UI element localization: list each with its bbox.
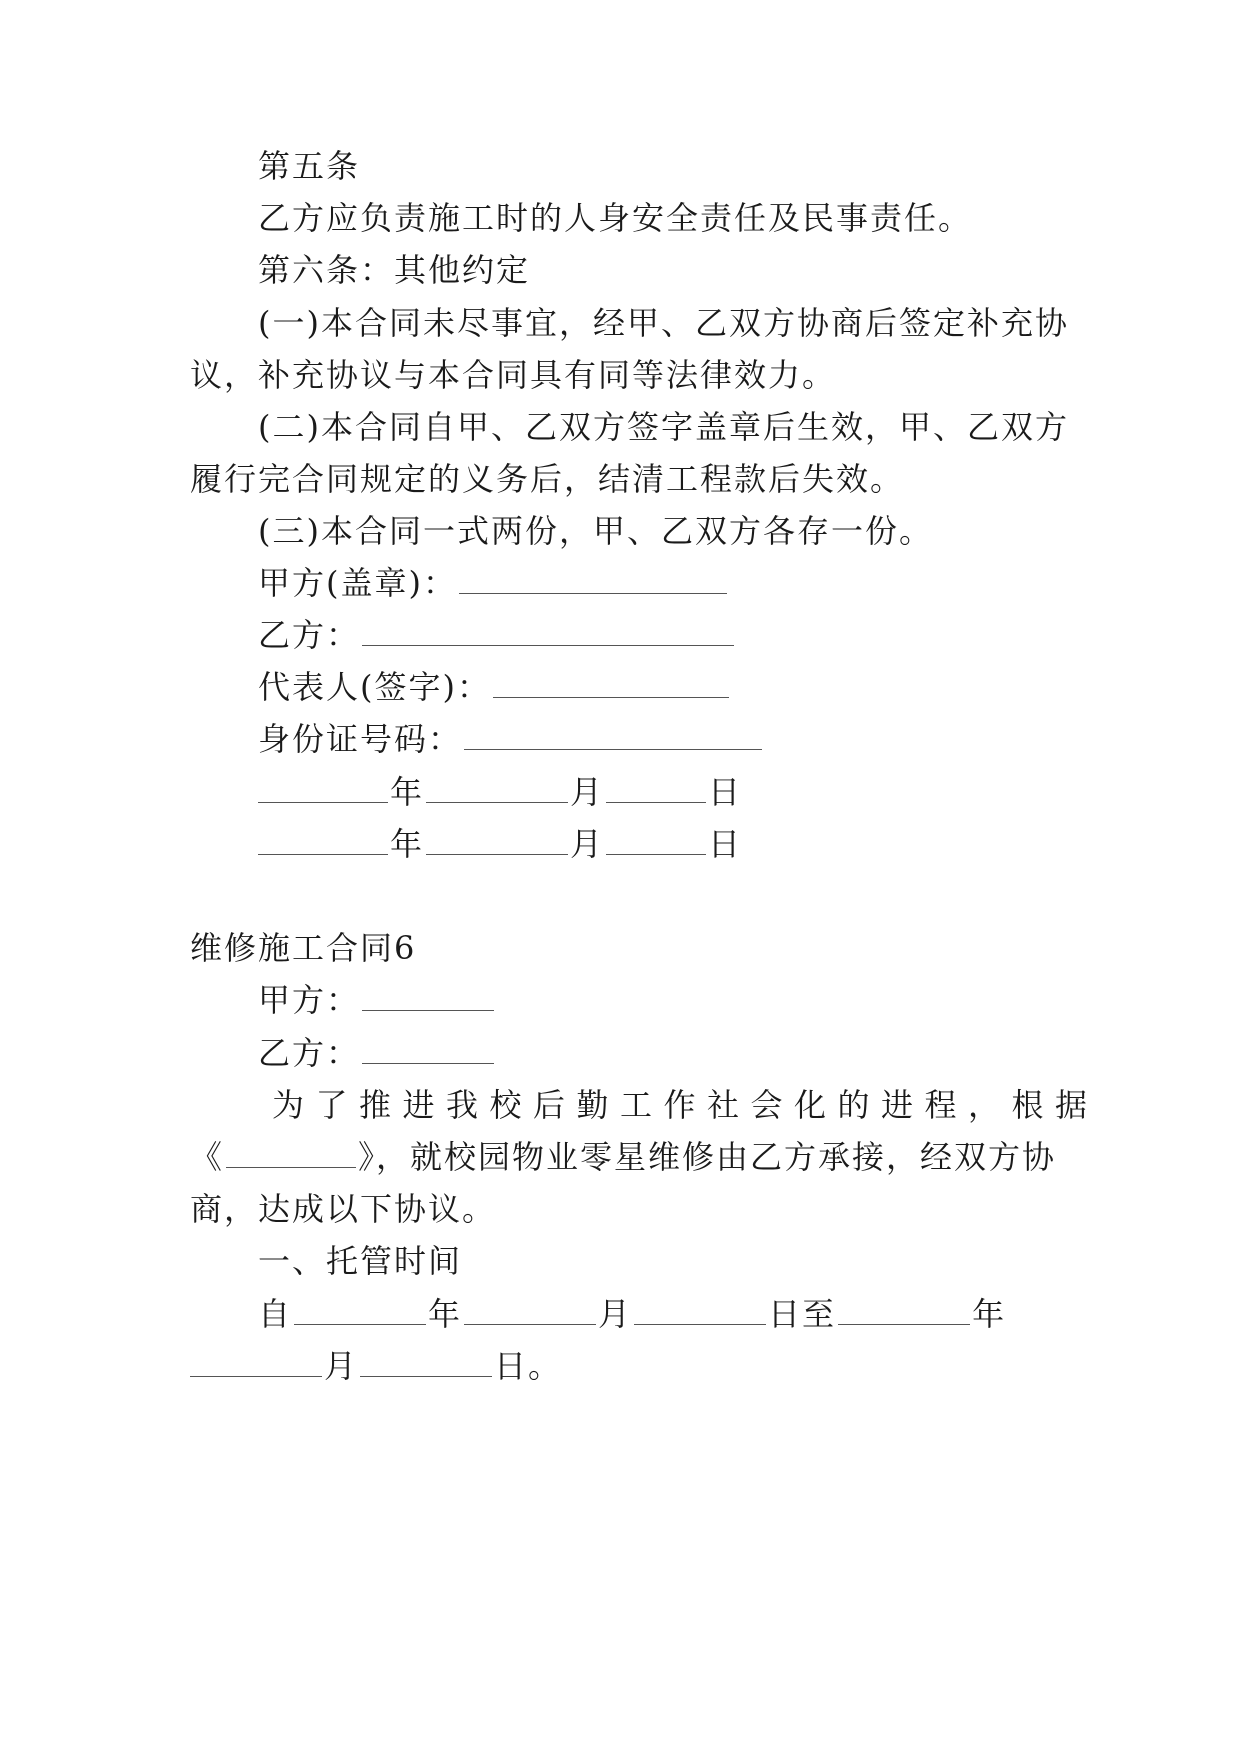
- period-row-2: [190, 1346, 1050, 1386]
- date1-day-blank[interactable]: [606, 776, 706, 803]
- representative-blank[interactable]: [493, 671, 729, 698]
- contract6-party-a-row: [258, 980, 1050, 1020]
- representative-row: [258, 667, 1050, 707]
- contract6-party-b-row: [258, 1033, 1050, 1073]
- section6-item2-line2: 履行完合同规定的义务后，结清工程款后失效。: [190, 460, 905, 498]
- contract6-party-b-blank[interactable]: [362, 1037, 494, 1064]
- date2-year-label: 年: [390, 825, 425, 863]
- period-end-month-blank[interactable]: [190, 1350, 322, 1377]
- period-start-month-label: 月: [598, 1295, 633, 1333]
- period-start-year-blank[interactable]: [294, 1298, 426, 1325]
- representative-label: 代表人(签字)：: [258, 668, 491, 706]
- contract6-party-a-blank[interactable]: [362, 984, 494, 1011]
- date1-year-label: 年: [390, 773, 425, 811]
- contract6-intro-line3: 商，达成以下协议。: [190, 1190, 497, 1228]
- section6-title: 第六条：其他约定: [258, 251, 531, 289]
- section6-item1-line1: (一)本合同未尽事宜，经甲、乙双方协商后签定补充协: [258, 304, 1069, 342]
- party-a-seal-label: 甲方(盖章)：: [258, 564, 457, 602]
- id-number-label: 身份证号码：: [258, 720, 463, 758]
- date1-month-blank[interactable]: [426, 776, 568, 803]
- period-end-month-label: 月: [324, 1347, 359, 1385]
- date1-year-blank[interactable]: [258, 776, 388, 803]
- date1-day-label: 日: [708, 773, 743, 811]
- date-row-2: [258, 824, 1050, 864]
- date1-month-label: 月: [570, 773, 605, 811]
- party-a-seal-row: [258, 563, 1050, 603]
- section6-item2-line1: (二)本合同自甲、乙双方签字盖章后生效，甲、乙双方: [258, 408, 1069, 446]
- section5-text: 乙方应负责施工时的人身安全责任及民事责任。: [258, 199, 973, 237]
- party-a-seal-blank[interactable]: [459, 567, 727, 594]
- period-start-year-label: 年: [428, 1295, 463, 1333]
- contract6-party-b-label: 乙方：: [258, 1034, 361, 1072]
- section5-title: 第五条: [258, 147, 361, 185]
- period-end-year-label: 年: [972, 1295, 1007, 1333]
- period-end-year-blank[interactable]: [838, 1298, 970, 1325]
- contract6-regulation-blank[interactable]: [226, 1141, 356, 1168]
- party-b-blank[interactable]: [362, 619, 734, 646]
- date2-month-label: 月: [570, 825, 605, 863]
- party-b-label: 乙方：: [258, 616, 361, 654]
- date2-day-label: 日: [708, 825, 743, 863]
- contract6-intro-line2-text: 》，就校园物业零星维修由乙方承接，经双方协: [358, 1138, 1057, 1176]
- period-start-month-blank[interactable]: [464, 1298, 596, 1325]
- id-number-row: [258, 719, 1050, 759]
- period-end-day-blank[interactable]: [360, 1350, 492, 1377]
- period-row-1: [258, 1294, 1050, 1334]
- contract6-intro-open-quote: 《: [190, 1138, 225, 1176]
- contract6-intro-line2: [190, 1137, 1057, 1177]
- period-from-label: 自: [258, 1295, 293, 1333]
- period-start-day-blank[interactable]: [634, 1298, 766, 1325]
- period-end-day-label: 日。: [494, 1347, 563, 1385]
- section6-item1-line2: 议，补充协议与本合同具有同等法律效力。: [190, 356, 837, 394]
- party-b-row: [258, 615, 1050, 655]
- id-number-blank[interactable]: [464, 723, 762, 750]
- contract6-intro-line1: 为了推进我校后勤工作社会化的进程，根据: [272, 1086, 1099, 1124]
- contract6-party-a-label: 甲方：: [258, 981, 361, 1019]
- date2-month-blank[interactable]: [426, 828, 568, 855]
- contract6-title: 维修施工合同6: [190, 929, 417, 967]
- date-row-1: [258, 772, 1050, 812]
- period-day-to-label: 日至: [768, 1295, 837, 1333]
- contract6-section1-title: 一、托管时间: [258, 1242, 463, 1280]
- date2-year-blank[interactable]: [258, 828, 388, 855]
- date2-day-blank[interactable]: [606, 828, 706, 855]
- section6-item3: (三)本合同一式两份，甲、乙双方各存一份。: [258, 512, 933, 550]
